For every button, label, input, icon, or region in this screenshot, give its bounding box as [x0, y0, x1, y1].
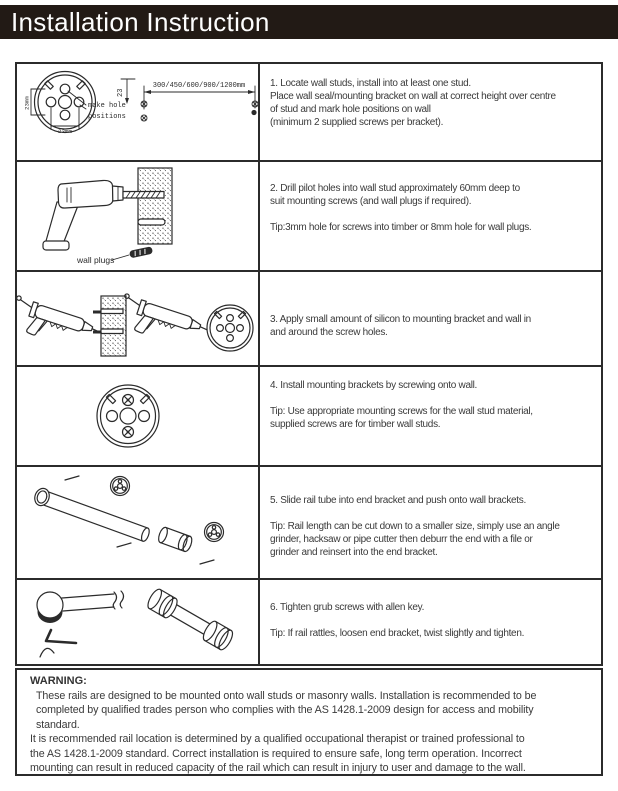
- end-bracket-drawing: [157, 526, 194, 552]
- assembled-rail-drawing: [145, 587, 235, 652]
- step-3-illustration-cell: [17, 272, 260, 365]
- mounting-bracket-diagram: [17, 367, 258, 465]
- hole-spacing-vertical-label: 23mm: [23, 96, 31, 110]
- warning-title: WARNING:: [30, 675, 87, 687]
- step-tip-line: supplied screws are for timber wall studs.: [270, 419, 441, 430]
- rail-assembly-exploded-diagram: [17, 467, 258, 578]
- screw-mark-icon: [141, 115, 147, 121]
- step-2-illustration-cell: [17, 162, 260, 270]
- step-text-line: 1. Locate wall studs, install into at least one stud.: [270, 78, 471, 89]
- end-bracket-closeup-drawing: [37, 591, 124, 623]
- warning-text-line: It is recommended rail location is determined by a qualified occupational therapist or trained professional to: [30, 733, 525, 745]
- step-6-text-cell: [260, 580, 601, 664]
- instruction-table: [15, 62, 603, 666]
- caulking-gun-drawing: [115, 293, 212, 352]
- step-row-5: [17, 467, 601, 580]
- wall-bracket-drawing: [207, 305, 253, 351]
- step-text-line: 6. Tighten grub screws with allen key.: [270, 602, 425, 613]
- step-tip-line: Tip: Rail length can be cut down to a smaller size, simply use an angle: [270, 521, 560, 532]
- step-row-2: [17, 162, 601, 272]
- step-text-line: 3. Apply small amount of silicon to mounting bracket and wall in: [270, 314, 531, 325]
- step-text-line: 2. Drill pilot holes into wall stud approximately 60mm deep to: [270, 183, 520, 194]
- page-title: Installation Instruction: [11, 7, 270, 37]
- rail-tube-drawing: [32, 486, 151, 544]
- make-hole-note-line2: positions: [88, 113, 126, 121]
- step-tip-line: Tip:3mm hole for screws into timber or 8mm hole for wall plugs.: [270, 222, 532, 233]
- drill-drawing: [43, 180, 123, 250]
- screw-dot-icon: [251, 110, 256, 115]
- silicon-application-diagram: [17, 272, 258, 365]
- step-text-line: and around the screw holes.: [270, 327, 388, 338]
- step-row-6: [17, 580, 601, 664]
- wall-bracket-screwed-drawing: [97, 385, 159, 447]
- step-6-illustration-cell: [17, 580, 260, 664]
- wall-bracket-small-drawing: [111, 477, 130, 496]
- step-1-illustration-cell: [17, 64, 260, 160]
- rotate-arrow-icon: [40, 648, 54, 657]
- step-4-text-cell: [260, 367, 601, 465]
- step-tip-line: grinder, hacksaw or pipe cutter then deburr the end with a file or: [270, 534, 533, 545]
- step-text-line: 5. Slide rail tube into end bracket and push onto wall brackets.: [270, 495, 526, 506]
- step-1-text-cell: [260, 64, 601, 160]
- warning-text-line: mounting can result in reduced capacity of the rail which can result in injury to user and damage to the wall.: [30, 762, 526, 774]
- pilot-hole-drawing: [138, 219, 165, 225]
- step-5-text-cell: [260, 467, 601, 578]
- silicon-groove: [101, 329, 123, 334]
- page-title-bar: [0, 5, 618, 39]
- step-2-text-cell: [260, 162, 601, 270]
- drill-wall-diagram: [17, 162, 258, 270]
- make-hole-note-line1: make hole: [88, 102, 126, 110]
- wall-plugs-label: wall plugs: [77, 255, 115, 265]
- step-3-text-cell: [260, 272, 601, 365]
- step-text-line: suit mounting screws (and wall plugs if required).: [270, 196, 472, 207]
- step-text-line: 4. Install mounting brackets by screwing onto wall.: [270, 380, 478, 391]
- stud-spacing-dimension: [117, 79, 258, 121]
- silicon-groove: [101, 309, 123, 314]
- wall-stud-drawing: [101, 296, 126, 356]
- grub-screw-tighten-diagram: [17, 580, 258, 664]
- warning-box: [15, 668, 603, 776]
- step-tip-line: Tip: If rail rattles, loosen end bracket, twist slightly and tighten.: [270, 628, 525, 639]
- drill-bit-drawing: [123, 192, 164, 199]
- bracket-hole-positions-diagram: [17, 64, 258, 160]
- step-row-4: [17, 367, 601, 467]
- wall-stud-drawing: [138, 168, 172, 244]
- silicon-bead: [93, 311, 101, 314]
- hole-spacing-horizontal-label: 23mm: [58, 128, 72, 135]
- rail-length-options-label: 300/450/600/900/1200mm: [152, 82, 246, 90]
- step-tip-line: grinder and reinsert into the end bracket.: [270, 547, 438, 558]
- warning-text-line: standard.: [36, 718, 80, 731]
- step-5-illustration-cell: [17, 467, 260, 578]
- step-text-line: of stud and mark hole positions on wall: [270, 104, 431, 115]
- wall-bracket-drawing: [24, 72, 126, 136]
- allen-key-icon: [46, 630, 76, 643]
- step-row-1: [17, 64, 601, 162]
- wall-plug-drawing: [129, 246, 153, 258]
- warning-text-line: These rails are designed to be mounted onto wall studs or masonry walls. Installation is recommended to be: [36, 689, 537, 702]
- step-text-line: (minimum 2 supplied screws per bracket).: [270, 117, 444, 128]
- warning-text-line: completed by qualified trades person who complies with the AS 1428.1-2009 design for access and mobility: [36, 704, 534, 716]
- step-tip-line: Tip: Use appropriate mounting screws for the wall stud material,: [270, 406, 533, 417]
- caulking-gun-drawing: [17, 295, 104, 354]
- wall-bracket-small-drawing: [205, 523, 224, 542]
- offset-dimension-label: 23: [117, 88, 125, 97]
- step-4-illustration-cell: [17, 367, 260, 465]
- step-row-3: [17, 272, 601, 367]
- step-text-line: Place wall seal/mounting bracket on wall at correct height over centre: [270, 91, 556, 102]
- warning-text-line: the AS 1428.1-2009 standard. Correct installation is required to ensure safe, long term operation. Incorrect: [30, 747, 522, 760]
